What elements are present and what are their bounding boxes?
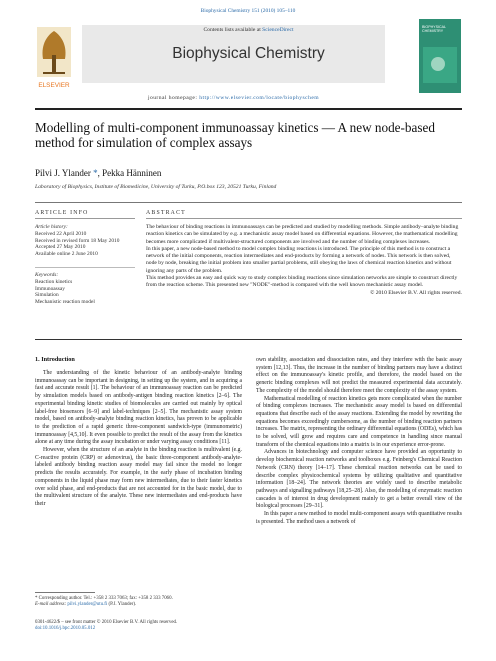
- author-name: Pilvi J. Ylander: [35, 168, 91, 178]
- front-matter: [35, 620, 335, 633]
- body-paragraph: The understanding of the kinetic behaviour of an antibody-analyte binding immunoassay can be important in designing, in setting up the system, and in acquiring a fast and accurate result [1]. The behaviour of an immunoassay reaction can be predicted by simulation models based on antibody-antigen binding reaction kinetics [2–6]. The experimental binding kinetic studies of biomolecules are carried out mainly by optical label-free biosensors [6–9] and label-techniques [2–5]. The mechanistic assay system model, based on antibody-analyte binding reaction kinetics, has proven to be applicable to the prediction of a rapid generic three-component sandwich-type (immunometric) immunoassay [4,5,10]. It even possible to predict the result of the assay from the kinetics alone at any time during the assay incubation or under varying assay conditions [11].: [35, 370, 242, 446]
- body-paragraph: Advances in biotechnology and computer science have provided an opportunity to develop biochemical reaction networks and toolboxes e.g. Feinberg's Chemical Reaction Network (CRN) theory [14–17]. These chemical reaction networks can be used to describe complex physicochemical systems by utilizing qualitative and quantitative information [18–24]. The network theories are widely used to describe metabolic pathways and signalling pathways [18,25–28]. Also, the modelling of enzymatic reaction cascades is of interest in drug development mainly to get a better overall view of the biological processes [29–31].: [256, 449, 462, 510]
- history-item: Received 22 April 2010: [35, 230, 87, 237]
- corresponding-author-mark[interactable]: *: [93, 168, 98, 178]
- contents-prefix: Contents lists available at: [203, 27, 263, 33]
- history-item: Available online 2 June 2010: [35, 251, 98, 258]
- history-item: Received in revised form 18 May 2010: [35, 237, 120, 244]
- sciencedirect-link[interactable]: ScienceDirect: [262, 27, 294, 33]
- body-column-left: [35, 370, 242, 509]
- authors: [35, 168, 161, 178]
- history-item: Accepted 27 May 2010: [35, 244, 86, 251]
- body-paragraph: In this paper a new method to model multi-component assays with quantitative results is presented. The method uses a network of: [256, 511, 463, 525]
- copyright: © 2010 Elsevier B.V. All rights reserved.: [370, 289, 462, 296]
- email-line: [35, 602, 242, 608]
- abstract-paragraph: This method provides an easy and quick way to study complex binding reactions since simulation networks are simple to construct directly from the reaction scheme. This presented new "NODE"-method is compared with the well known mechanistic assay model.: [146, 275, 458, 289]
- journal-cover-image[interactable]: [419, 19, 461, 93]
- article-info-rule: [35, 218, 135, 219]
- keywords: [35, 272, 135, 306]
- publisher-logo-text: ELSEVIER: [38, 82, 70, 89]
- journal-title[interactable]: Biophysical Chemistry: [172, 45, 325, 62]
- journal-header: [35, 19, 462, 103]
- body-paragraph: own stability, association and dissociation rates, and they interfere with the basic assay system [12,13]. Thus, the increase in the number of binding partners may have a distinct effect on the immunoassay's kinetic profile, and therefore, the model based on the generic binding complexes will not predict the measured experimental data accurately. The complexity of the model should therefore meet the complexity of the assay system.: [256, 357, 462, 394]
- info-divider: [35, 202, 462, 203]
- journal-homepage: [82, 95, 385, 101]
- journal-reference[interactable]: Biophysical Chemistry 151 (2010) 105–110: [200, 8, 296, 14]
- body-column-right: [256, 357, 462, 526]
- email-suffix: (P.J. Ylander).: [107, 602, 137, 608]
- keywords-rule: [35, 267, 135, 268]
- abstract-heading: ABSTRACT: [146, 210, 186, 216]
- keyword: Reaction kinetics: [35, 278, 73, 285]
- header-divider: [35, 108, 462, 110]
- abstract-paragraph: The behaviour of binding reactions in immunoassays can be predicted and studied by modelling methods. Simple antibody–analyte binding reaction kinetics can be simulated by e.g. a mechanistic assay model based on differential equations. However, the mathematical modelling becomes more complicated if multivalent-structured components are involved and the number of binding complexes increases.: [146, 224, 459, 245]
- homepage-link[interactable]: http://www.elsevier.com/locate/biophyschem: [199, 95, 320, 101]
- author-separator: ,: [97, 168, 103, 178]
- abstract-bottom-rule: [35, 339, 462, 340]
- keyword: Simulation: [35, 292, 59, 299]
- footnote-rule: [35, 592, 95, 593]
- article-history: [35, 224, 135, 258]
- author-name: Pekka Hänninen: [102, 168, 162, 178]
- cover-graphic-circle: [431, 57, 445, 71]
- article-info-heading: ARTICLE INFO: [35, 210, 89, 216]
- abstract-rule: [146, 218, 462, 219]
- issn-line: 0301-4622/$ – see front matter © 2010 Elsevier B.V. All rights reserved.: [35, 620, 178, 625]
- email-prefix: E-mail address:: [35, 602, 68, 608]
- abstract-body: [146, 224, 462, 297]
- keyword: Immunoassay: [35, 285, 65, 292]
- affiliation: Laboratory of Biophysics, Institute of Biomedicine, University of Turku, P.O.box 123, 20521 Turku, Finland: [35, 184, 277, 190]
- contents-line: [35, 27, 462, 33]
- body-paragraph: However, when the structure of an analyte in the binding reaction is multivalent (e.g. C-reactive protein (CRP) or adenovirus), the basic three-component antibody-analyte-labeled antibody binding reaction assay model may fail since the model no longer predicts the results accurately. For example, in the early phase of incubation binding components in the liquid phase may form new intermediates, due to their faster kinetics over solid phase, and end-products that are not accounted for in the basic model, due to the multivalent structure of the analyte. These new intermediates and end-products have their: [35, 447, 242, 507]
- body-paragraph: Mathematical modelling of reaction kinetics gets more complicated when the number of binding complexes increases. The mechanistic assay model is based on differential equations that describe each of the assay reactions. Extending the model by rewriting the equations becomes exceedingly cumbersome, as the number of binding reaction partners increases. The matrix, representing the ordinary differential equations (ODEs), which has to be solved, will grow and requires care and competence in handling since manual transform of the chemical equations into a matrix is in our experience error-prone.: [256, 395, 462, 448]
- keywords-label: Keywords:: [35, 272, 59, 278]
- corresponding-author-note: * Corresponding author. Tel.: +358 2 333 7063; fax: +358 2 333 7060.: [35, 596, 173, 601]
- doi-link[interactable]: doi:10.1016/j.bpc.2010.05.012: [35, 626, 96, 632]
- article-title: Modelling of multi-component immunoassay kinetics — A new node-based method for simulation of complex assays: [35, 120, 435, 150]
- cover-title: BIOPHYSICAL CHEMISTRY: [422, 25, 446, 33]
- section-heading-introduction: 1. Introduction: [35, 356, 75, 363]
- abstract-paragraph: In this paper, a new node-based method to model complex binding reactions is introduced. The principle of this method is to construct a network of the initial components, reaction intermediates and end-products by forming a network of nodes. This network is then solved, node by node, breaking the initial problem into smaller partial problems, still obeying the laws of chemical reaction kinetics and without ignoring any parts of the problem.: [146, 245, 452, 274]
- homepage-prefix: journal homepage:: [147, 95, 200, 101]
- history-label: Article history:: [35, 224, 68, 230]
- footnote: [35, 596, 242, 609]
- email-link[interactable]: pilvi.ylander@utu.fi: [67, 602, 108, 608]
- keyword: Mechanistic reaction model: [35, 299, 95, 306]
